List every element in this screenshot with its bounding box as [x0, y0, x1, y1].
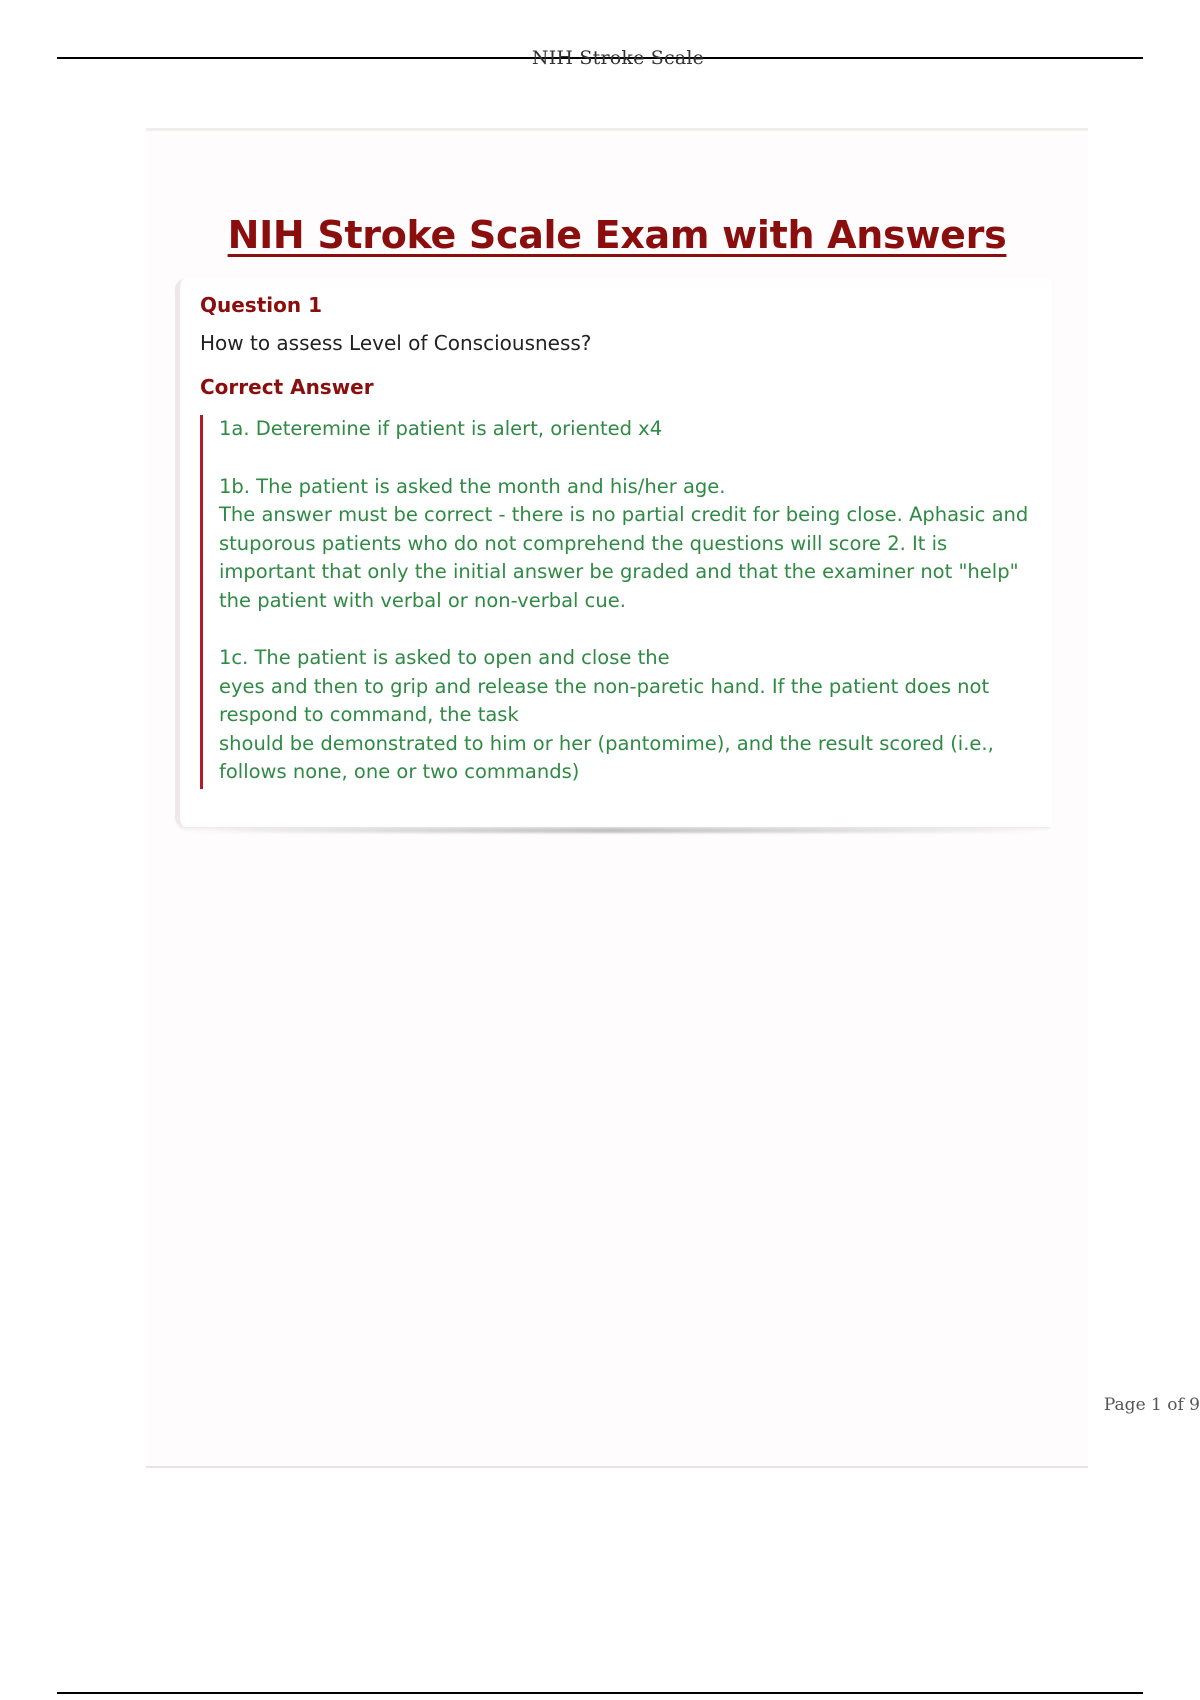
page-number: Page 1 of 9	[1103, 1395, 1200, 1415]
question-text: How to assess Level of Consciousness?	[200, 331, 592, 355]
correct-answer-heading: Correct Answer	[200, 375, 374, 399]
answer-line: 1c. The patient is asked to open and close the	[219, 646, 670, 669]
running-header: NIH Stroke Scale	[531, 47, 705, 69]
question-card	[175, 279, 1052, 827]
answer-line: The answer must be correct - there is no partial credit for being close. Aphasic and	[219, 503, 1029, 526]
answer-line: important that only the initial answer be graded and that the examiner not "help"	[219, 560, 1019, 583]
answer-line: stuporous patients who do not comprehend the questions will score 2. It is	[219, 531, 948, 555]
document-title: NIH Stroke Scale Exam with Answers	[227, 213, 1007, 257]
question-heading: Question 1	[200, 293, 322, 317]
card-shadow	[180, 828, 1042, 833]
document-page	[146, 128, 1088, 1468]
answer-line: eyes and then to grip and release the non-paretic hand. If the patient does not	[219, 674, 990, 698]
answer-line: 1b. The patient is asked the month and his/her age.	[219, 474, 726, 498]
answer-line: respond to command, the task	[219, 703, 519, 726]
answer-line: should be demonstrated to him or her (pantomime), and the result scored (i.e.,	[219, 731, 994, 755]
answer-line: 1a. Deteremine if patient is alert, oriented x4	[219, 417, 663, 440]
answer-line: follows none, one or two commands)	[219, 760, 580, 783]
footer-rule-bottom	[57, 1692, 1143, 1694]
answer-line: the patient with verbal or non-verbal cue.	[219, 588, 626, 612]
correct-answer-block	[200, 415, 1029, 789]
